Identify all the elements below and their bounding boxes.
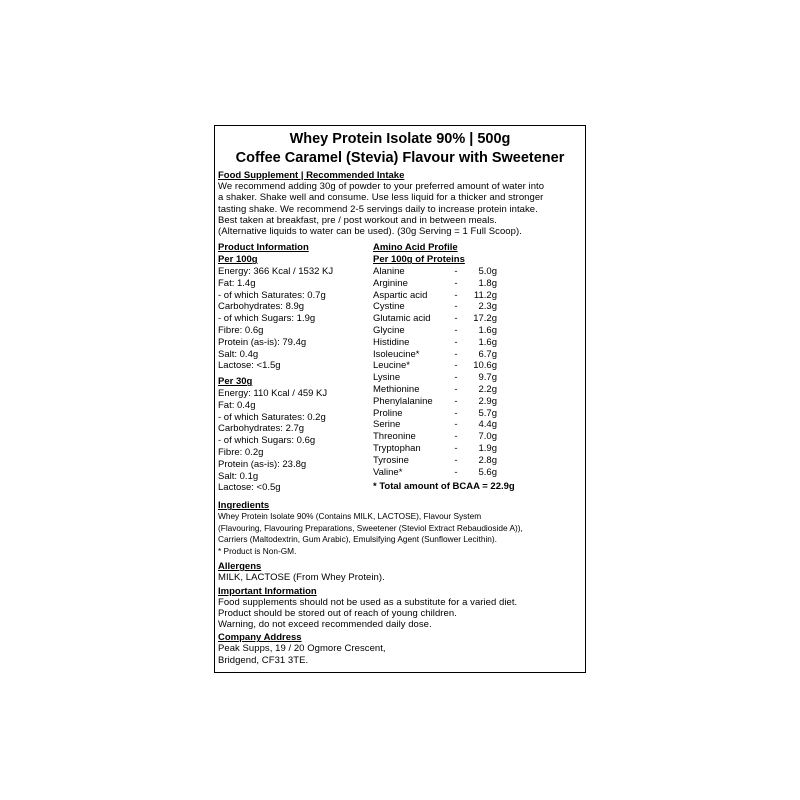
amino-acid-value: 5.7g xyxy=(478,407,497,419)
amino-acid-row xyxy=(373,290,573,302)
amino-acid-name: Glutamic acid xyxy=(373,313,431,325)
amino-acid-value: 1.6g xyxy=(478,336,497,348)
amino-acid-row xyxy=(373,337,573,349)
intake-line: We recommend adding 30g of powder to your preferred amount of water into xyxy=(218,181,545,192)
company-heading: Company Address xyxy=(218,632,302,644)
amino-acid-name: Threonine xyxy=(373,431,416,443)
nutrition-row: Protein (as-is): 79.4g xyxy=(218,336,307,348)
amino-acid-name: Aspartic acid xyxy=(373,289,428,301)
nutrition-row: - of which Sugars: 1.9g xyxy=(218,313,316,325)
amino-acid-dash: - xyxy=(454,454,458,466)
nutrition-row: Fibre: 0.6g xyxy=(218,325,264,337)
amino-acid-row xyxy=(373,313,573,325)
amino-acid-dash: - xyxy=(454,266,458,278)
amino-acid-dash: - xyxy=(454,384,458,396)
nutrition-row: - of which Saturates: 0.7g xyxy=(218,289,326,301)
title-line-2: Coffee Caramel (Stevia) Flavour with Sweetener xyxy=(235,150,565,166)
amino-acid-value: 2.8g xyxy=(478,454,497,466)
ingredients-line: Carriers (Maltodextrin, Gum Arabic), Emulsifying Agent (Sunflower Lecithin). xyxy=(218,534,497,545)
nutrition-row: Energy: 366 Kcal / 1532 KJ xyxy=(218,266,334,278)
nutrition-row: Lactose: <1.5g xyxy=(218,360,281,372)
amino-acid-name: Phenylalanine xyxy=(373,395,433,407)
company-section xyxy=(218,632,582,666)
nutrition-row: Carbohydrates: 8.9g xyxy=(218,301,305,313)
amino-acid-value: 6.7g xyxy=(478,348,497,360)
amino-acid-row xyxy=(373,372,573,384)
amino-acid-value: 1.9g xyxy=(478,443,497,455)
amino-acid-dash: - xyxy=(454,443,458,455)
amino-acid-column xyxy=(373,242,573,494)
amino-acid-row xyxy=(373,443,573,455)
intake-heading: Food Supplement | Recommended Intake xyxy=(218,170,405,181)
nutrition-row: Fibre: 0.2g xyxy=(218,447,264,459)
amino-acid-name: Tryptophan xyxy=(373,443,421,455)
amino-acid-name: Alanine xyxy=(373,266,405,278)
nutrition-row: Fat: 0.4g xyxy=(218,399,256,411)
per-100g-rows xyxy=(218,266,373,372)
amino-acid-dash: - xyxy=(454,466,458,478)
nutrition-row: Fat: 1.4g xyxy=(218,277,256,289)
title-line-1: Whey Protein Isolate 90% | 500g xyxy=(289,131,511,147)
amino-acid-dash: - xyxy=(454,419,458,431)
nutrition-row: Salt: 0.1g xyxy=(218,470,259,482)
per-30g-heading: Per 30g xyxy=(218,376,253,388)
allergens-text: MILK, LACTOSE (From Whey Protein). xyxy=(218,572,385,584)
product-title xyxy=(218,130,582,168)
amino-acid-row xyxy=(373,266,573,278)
important-line: Product should be stored out of reach of young children. xyxy=(218,607,457,619)
ingredients-heading: Ingredients xyxy=(218,500,270,512)
amino-acid-name: Arginine xyxy=(373,277,408,289)
intake-line: Best taken at breakfast, pre / post workout and in between meals. xyxy=(218,214,497,226)
amino-heading: Amino Acid Profile xyxy=(373,242,458,254)
nutrition-columns xyxy=(218,242,582,494)
product-info-heading: Product Information xyxy=(218,242,309,254)
amino-acid-row xyxy=(373,278,573,290)
amino-acid-name: Cystine xyxy=(373,301,405,313)
amino-acid-name: Lysine xyxy=(373,372,401,384)
ingredients-line: (Flavouring, Flavouring Preparations, Sweetener (Steviol Extract Rebaudioside A)), xyxy=(218,522,523,533)
important-line: Food supplements should not be used as a substitute for a varied diet. xyxy=(218,596,518,608)
amino-acid-dash: - xyxy=(454,313,458,325)
allergens-section xyxy=(218,561,582,583)
amino-subheading: Per 100g of Proteins xyxy=(373,254,465,266)
bcaa-total: * Total amount of BCAA = 22.9g xyxy=(373,481,515,493)
amino-acid-value: 9.7g xyxy=(478,372,497,384)
ingredients-line: * Product is Non-GM. xyxy=(218,545,297,556)
amino-acid-row xyxy=(373,384,573,396)
amino-acid-value: 7.0g xyxy=(478,431,497,443)
intake-line: a shaker. Shake well and consume. Use less liquid for a thicker and stronger xyxy=(218,192,544,204)
ingredients-section xyxy=(218,500,582,557)
nutrition-row: - of which Saturates: 0.2g xyxy=(218,411,326,423)
amino-acid-dash: - xyxy=(454,336,458,348)
per-100g-heading: Per 100g xyxy=(218,254,258,266)
allergens-heading: Allergens xyxy=(218,561,262,573)
amino-acid-row xyxy=(373,408,573,420)
amino-acid-value: 5.0g xyxy=(478,266,497,278)
product-info-column xyxy=(218,242,373,494)
nutrition-row: Energy: 110 Kcal / 459 KJ xyxy=(218,388,328,400)
amino-acid-name: Serine xyxy=(373,419,401,431)
amino-acid-dash: - xyxy=(454,301,458,313)
important-section xyxy=(218,586,582,631)
amino-acid-value: 5.6g xyxy=(478,466,497,478)
nutrition-row: - of which Sugars: 0.6g xyxy=(218,435,316,447)
amino-acid-dash: - xyxy=(454,431,458,443)
amino-acid-dash: - xyxy=(454,395,458,407)
amino-acid-name: Methionine xyxy=(373,384,420,396)
amino-acid-name: Histidine xyxy=(373,336,410,348)
amino-acid-value: 2.3g xyxy=(478,301,497,313)
ingredients-line: Whey Protein Isolate 90% (Contains MILK, LACTOSE), Flavour System xyxy=(218,511,482,522)
amino-rows xyxy=(373,266,573,478)
amino-acid-dash: - xyxy=(454,277,458,289)
amino-acid-dash: - xyxy=(454,289,458,301)
amino-acid-value: 2.9g xyxy=(478,395,497,407)
important-line: Warning, do not exceed recommended daily dose. xyxy=(218,619,432,631)
company-address-line: Peak Supps, 19 / 20 Ogmore Crescent, xyxy=(218,643,386,655)
amino-acid-name: Isoleucine* xyxy=(373,348,420,360)
nutrition-row: Lactose: <0.5g xyxy=(218,482,281,494)
amino-acid-row xyxy=(373,349,573,361)
amino-acid-dash: - xyxy=(454,407,458,419)
amino-acid-name: Valine* xyxy=(373,466,403,478)
amino-acid-name: Tyrosine xyxy=(373,454,409,466)
intake-section xyxy=(218,170,582,237)
amino-acid-value: 4.4g xyxy=(478,419,497,431)
amino-acid-dash: - xyxy=(454,372,458,384)
per-30g-rows xyxy=(218,388,373,494)
nutrition-row: Carbohydrates: 2.7g xyxy=(218,423,305,435)
amino-acid-row xyxy=(373,455,573,467)
amino-acid-dash: - xyxy=(454,348,458,360)
amino-acid-row xyxy=(373,360,573,372)
amino-acid-row xyxy=(373,301,573,313)
amino-acid-value: 2.2g xyxy=(478,384,497,396)
amino-acid-value: 11.2g xyxy=(473,289,497,301)
amino-acid-name: Glycine xyxy=(373,325,405,337)
amino-acid-row xyxy=(373,419,573,431)
amino-acid-dash: - xyxy=(454,325,458,337)
nutrition-row: Protein (as-is): 23.8g xyxy=(218,458,307,470)
intake-line: tasting shake. We recommend 2-5 servings daily to increase protein intake. xyxy=(218,203,538,215)
amino-acid-value: 10.6g xyxy=(473,360,497,372)
amino-acid-row xyxy=(373,325,573,337)
intake-line: (Alternative liquids to water can be used). (30g Serving = 1 Full Scoop). xyxy=(218,226,522,238)
important-heading: Important Information xyxy=(218,585,317,597)
amino-acid-row xyxy=(373,467,573,479)
amino-acid-value: 17.2g xyxy=(473,313,497,325)
company-address-line: Bridgend, CF31 3TE. xyxy=(218,654,309,666)
nutrition-row: Salt: 0.4g xyxy=(218,348,259,360)
amino-acid-name: Proline xyxy=(373,407,403,419)
amino-acid-row xyxy=(373,396,573,408)
product-label xyxy=(214,125,586,673)
amino-acid-dash: - xyxy=(454,360,458,372)
amino-acid-value: 1.6g xyxy=(478,325,497,337)
amino-acid-row xyxy=(373,431,573,443)
amino-acid-value: 1.8g xyxy=(478,277,497,289)
amino-acid-name: Leucine* xyxy=(373,360,410,372)
